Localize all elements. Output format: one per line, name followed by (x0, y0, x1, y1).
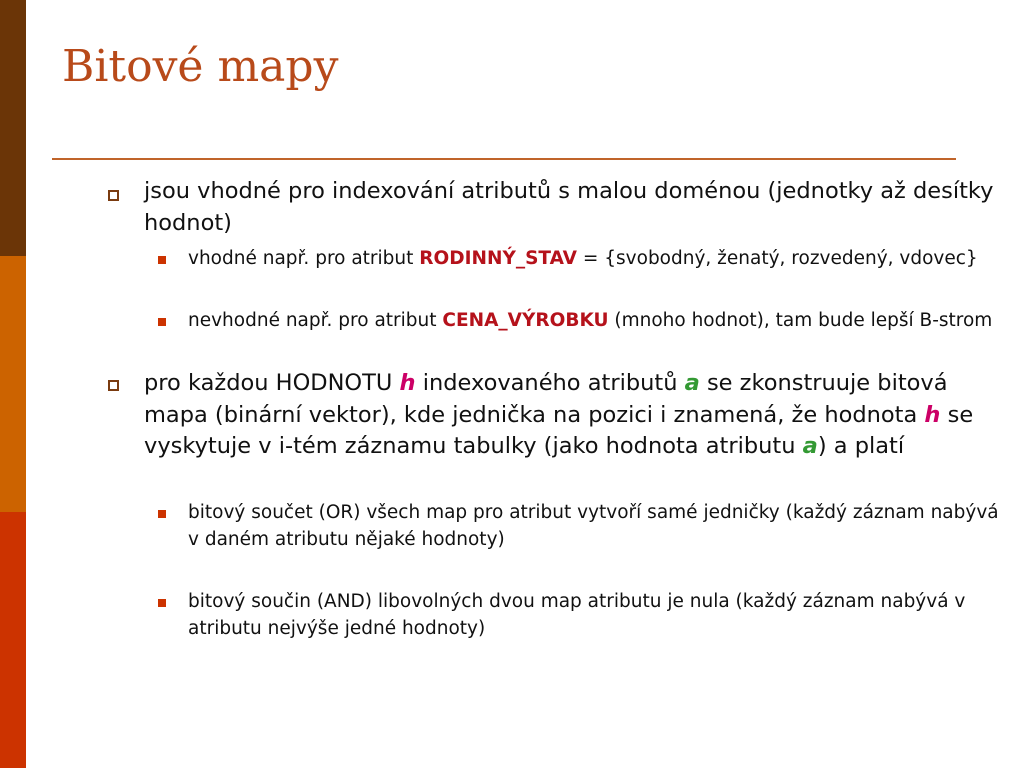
bullet-1-sub-2-part-1: nevhodné např. pro atribut (188, 310, 443, 331)
hollow-square-bullet-icon (108, 380, 119, 391)
bullet-1-sub-1-text (188, 245, 1014, 272)
bullet-1-sub-2-part-2: (mnoho hodnot), tam bude lepší B-strom (608, 310, 993, 331)
filled-square-bullet-icon (158, 510, 166, 518)
bullet-1-sub-2-text (188, 307, 1014, 334)
bullet-2-text (144, 368, 1012, 463)
bullet-2-part-2: indexovaného atributů (415, 370, 685, 396)
bullet-2-sub-2-text: bitový součin (AND) libovolných dvou map atributu je nula (každý záznam nabývá v atributu nejvýše jedné hodnoty) (188, 591, 966, 639)
keyword-rodinny-stav: RODINNÝ_STAV (419, 248, 577, 269)
keyword-cena-vyrobku: CENA_VÝROBKU (442, 310, 609, 331)
variable-h: h (399, 370, 416, 396)
bullet-1-sub-1-part-2: = {svobodný, ženatý, rozvedený, vdovec} (577, 248, 978, 269)
variable-h: h (924, 401, 941, 428)
variable-a: a (802, 433, 818, 459)
bullet-2-sub-1-text: bitový součet (OR) všech map pro atribut vytvoří samé jedničky (každý záznam nabývá v daném atributu nějaké hodnoty) (188, 502, 999, 550)
bullet-1-text: jsou vhodné pro indexování atributů s malou doménou (jednotky až desítky hodnot) (144, 178, 994, 236)
slide-title: Bitové mapy (62, 41, 339, 92)
bullet-2-part-5: ) a platí (817, 433, 905, 459)
filled-square-bullet-icon (158, 599, 166, 607)
bullet-2-part-3: se zkonstruuje bitová mapa (binární vektor), kde jednička na pozici i znamená, že hodnota (144, 370, 948, 428)
bullet-2-part-1: pro každou HODNOTU (144, 370, 400, 396)
hollow-square-bullet-icon (108, 190, 119, 201)
bullet-2-part-4: se vyskytuje v i-tém záznamu tabulky (jako hodnota atributu (144, 401, 974, 459)
bullet-1-sub-1-part-1: vhodné např. pro atribut (188, 248, 420, 269)
variable-a: a (684, 370, 700, 396)
filled-square-bullet-icon (158, 318, 166, 326)
filled-square-bullet-icon (158, 256, 166, 264)
